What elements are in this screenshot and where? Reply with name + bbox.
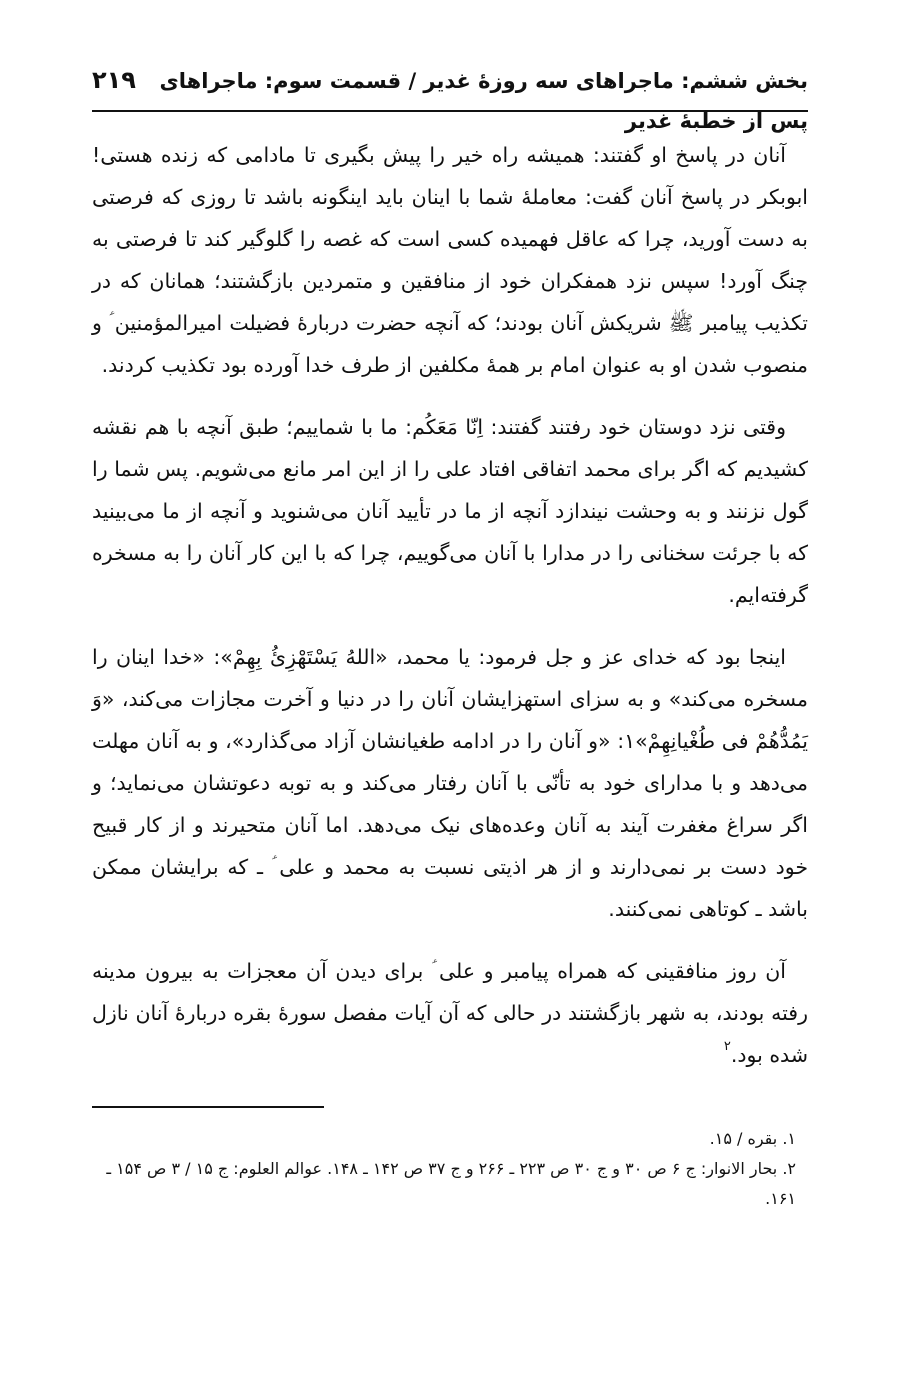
- paragraph-text: اینجا بود که خدای عز و جل فرمود: یا محمد، «اللهُ یَسْتَهْزِئُ بِهِمْ»: «خدا اینان را مسخره می‌کند» و به سزای استهزایشان آنان را در دنیا و آخرت مجازات می‌کند، «وَ یَمُدُّهُمْ فی طُغْیانِهِمْ»۱: «و آنان را در ادامه طغیانشان آزاد می‌گذارد»، و به آنان مهلت می‌دهد و با مدارای خود به تأنّی با آنان رفتار می‌کند و به توبه دعوتشان می‌نماید؛ و اگر سراغ مغفرت آیند به آنان وعده‌های نیک می‌دهد. اما آنان متحیرند و از کار قبیح خود دست بر نمی‌دارند و از هر اذیتی نسبت به محمد و علی ؑ ـ که برایشان ممکن باشد ـ کوتاهی نمی‌کنند.: [92, 645, 809, 921]
- main-text: [92, 134, 808, 1076]
- paragraph: [92, 406, 808, 616]
- paragraph-text: آن روز منافقینی که همراه پیامبر و علی ؑ برای دیدن آن معجزات به بیرون مدینه رفته بودند، به شهر بازگشتند در حالی که آن آیات مفصل سورهٔ بقره دربارهٔ آنان نازل شده بود.: [92, 959, 808, 1067]
- paragraph: [92, 134, 808, 386]
- footnote-item: ۲. بحار الانوار: ج ۶ ص ۳۰ و ج ۳۰ ص ۲۲۳ ـ ۲۶۶ و ج ۳۷ ص ۱۴۲ ـ ۱۴۸. عوالم العلوم: ج ۱۵ / ۳ ص ۱۵۴ ـ ۱۶۱.: [106, 1159, 796, 1208]
- footnote-reference: ۲: [723, 1039, 731, 1054]
- chapter-title: بخش ششم: ماجراهای سه روزهٔ غدیر / قسمت سوم: ماجراهای پس از خطبهٔ غدیر: [159, 69, 808, 133]
- paragraph: [92, 950, 808, 1076]
- paragraph: [92, 636, 808, 930]
- page-number: ۲۱۹: [92, 66, 136, 94]
- footnote-divider: [92, 1106, 324, 1108]
- paragraph-text: وقتی نزد دوستان خود رفتند گفتند: اِنّا مَعَکُم: ما با شماییم؛ طبق آنچه با هم نقشه کشیدیم که اگر برای محمد اتفاقی افتاد علی را از این امر مانع می‌شویم. پس شما را گول نزنند و به وحشت نیندازد آنچه از ما در تأیید آنان می‌شنوید و آنچه از ما می‌بینید که با جرئت سخنانی را در مدارا با آنان می‌گوییم، چرا که با این کار آنان را به مسخره گرفته‌ایم.: [92, 415, 808, 607]
- book-page: [92, 60, 808, 1360]
- footnotes: [92, 1124, 808, 1214]
- footnote-item: ۱. بقره / ۱۵.: [709, 1129, 796, 1148]
- running-header: [92, 60, 808, 133]
- paragraph-text: آنان در پاسخ او گفتند: همیشه راه خیر را پیش بگیری تا مادامی که زنده هستی! ابوبکر در پاسخ آنان گفت: معاملهٔ شما با اینان باید اینگونه باشد تا روزی که فرصتی به دست آورید، چرا که عاقل فهمیده کسی است که غصه را گلوگیر کند تا فرصتی به چنگ آورد! سپس نزد همفکران خود از منافقین و متمردین بازگشتند؛ همانان که در تکذیب پیامبر ﷺ شریکش آنان بودند؛ که آنچه حضرت دربارهٔ فضیلت امیرالمؤمنین ؑ و منصوب شدن او به عنوان امام بر همهٔ مکلفین از طرف خدا آورده بود تکذیب کردند.: [92, 143, 808, 377]
